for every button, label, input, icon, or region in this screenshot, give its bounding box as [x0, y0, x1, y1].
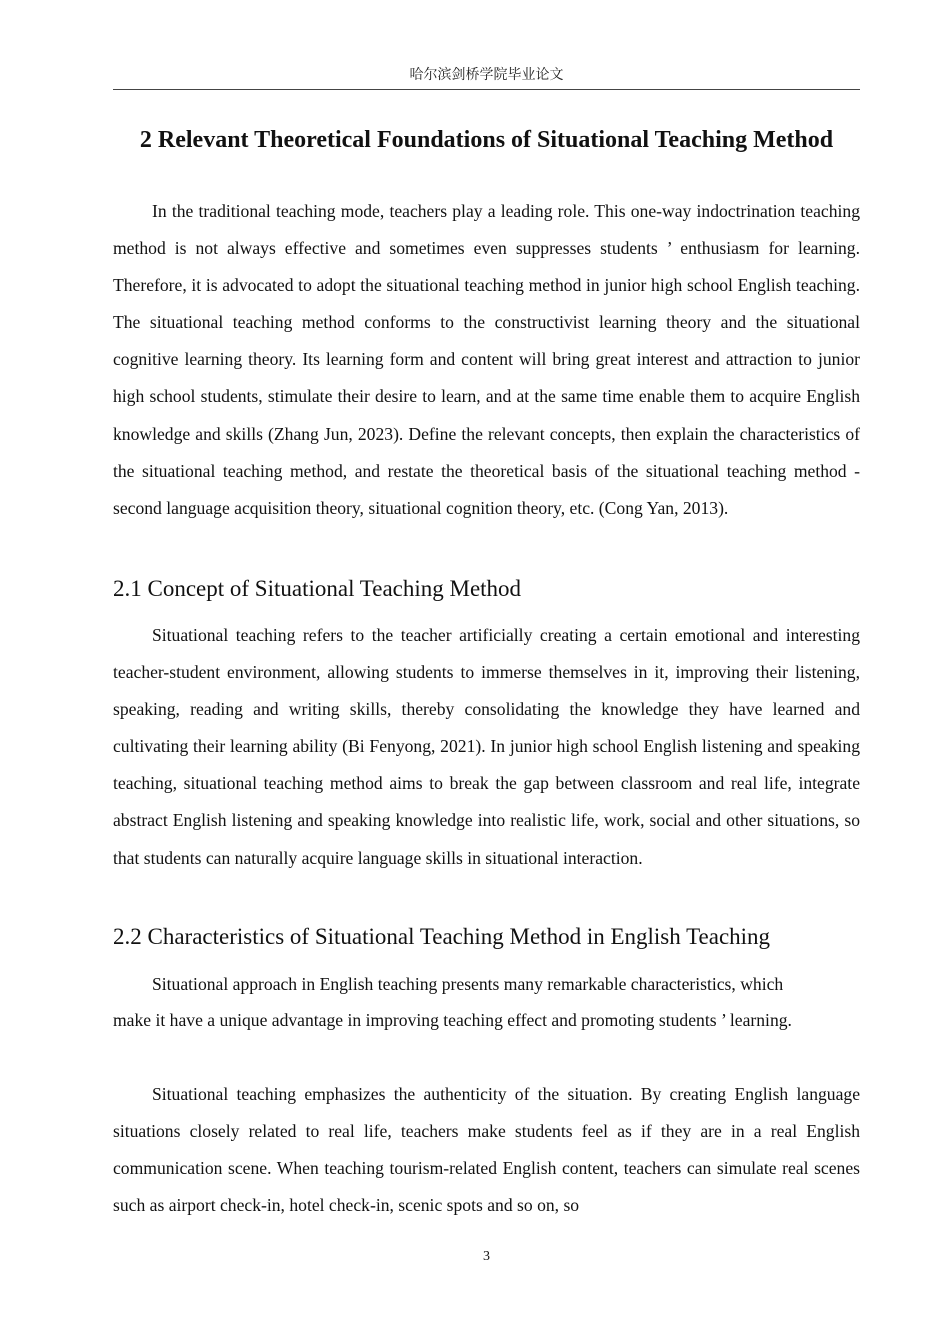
section-title-2-2: 2.2 Characteristics of Situational Teaching Method in English Teaching — [113, 924, 771, 949]
chapter-title: 2 Relevant Theoretical Foundations of Situational Teaching Method — [139, 127, 834, 153]
page-number: 3 — [483, 1249, 490, 1264]
section-title-2-1: 2.1 Concept of Situational Teaching Method — [113, 576, 522, 601]
section-2-2-paragraph-1: Situational approach in English teaching presents many remarkable characteristics, which make it have a unique advantage in improving teaching effect and promoting students ’ learning. — [113, 974, 792, 1030]
section-2-2-paragraph-2: Situational teaching emphasizes the authenticity of the situation. By creating English language situations closely related to real life, teachers make students feel as if they are in a real English communication scene. When teaching tourism-related English content, teachers can simulate real scenes such as airport check-in, hotel check-in, scenic spots and so on, so — [113, 1084, 860, 1216]
section-2-1-paragraph: Situational teaching refers to the teacher artificially creating a certain emotional and interesting teacher-student environment, allowing students to immerse themselves in it, improving their listening, speaking, reading and writing skills, thereby consolidating the knowledge they have learned and cultivating their learning ability (Bi Fenyong, 2021). In junior high school English listening and speaking teaching, situational teaching method aims to break the gap between classroom and real life, integrate abstract English listening and speaking knowledge into realistic life, work, social and other situations, so that students can naturally acquire language skills in situational interaction. — [113, 625, 860, 868]
running-header: 哈尔滨剑桥学院毕业论文 — [113, 64, 860, 90]
intro-paragraph: In the traditional teaching mode, teachers play a leading role. This one-way indoctrination teaching method is not always effective and sometimes even suppresses students ’ enthusiasm for learning. Therefore, it is advocated to adopt the situational teaching method in junior high school English teaching. The situational teaching method conforms to the constructivist learning theory and the situational cognitive learning theory. Its learning form and content will bring great interest and attraction to junior high school students, stimulate their desire to learn, and at the same time enable them to acquire English knowledge and skills (Zhang Jun, 2023). Define the relevant concepts, then explain the characteristics of the situational teaching method, and restate the theoretical basis of the situational teaching method - second language acquisition theory, situational cognition theory, etc. (Cong Yan, 2013). — [113, 201, 860, 518]
